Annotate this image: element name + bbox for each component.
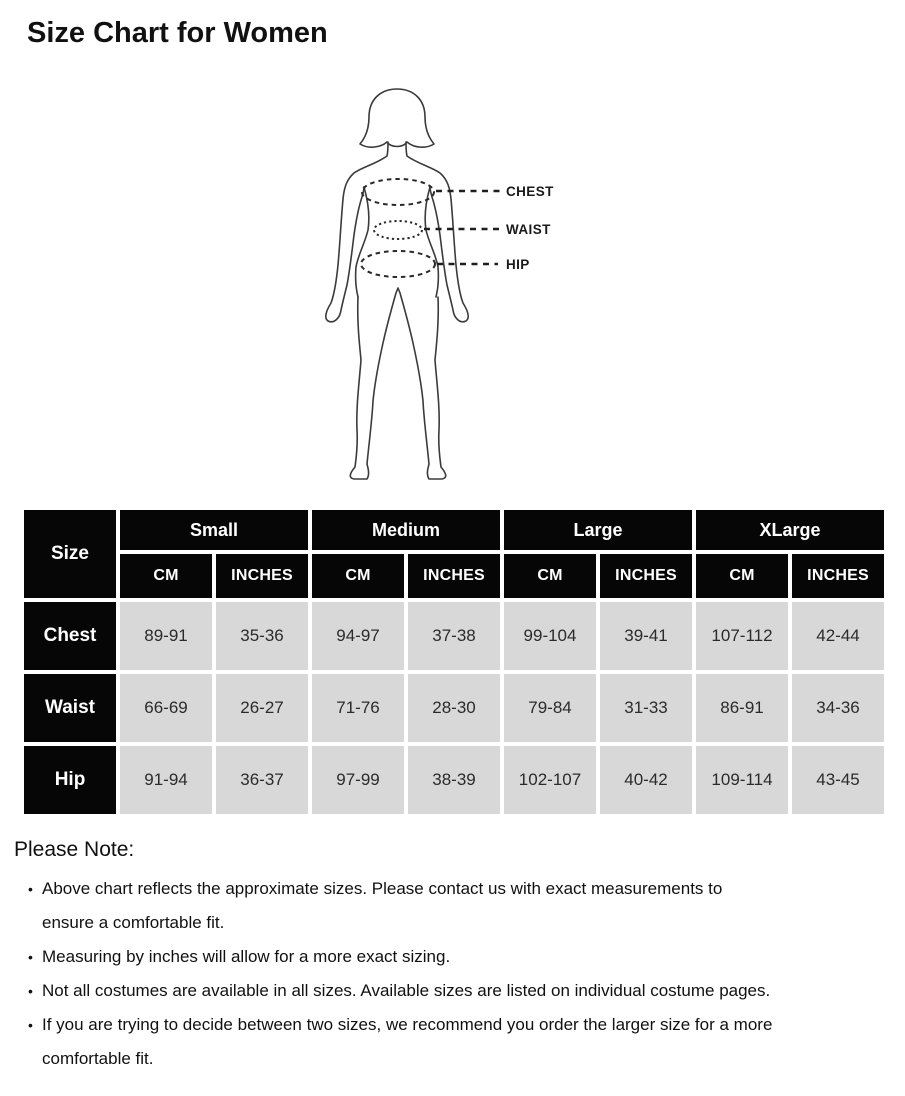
chest-measure-ellipse (362, 179, 434, 205)
size-group-medium: Medium (312, 510, 500, 550)
unit-header-cm: CM (120, 554, 212, 598)
hip-xlarge-inches: 43-45 (792, 746, 884, 814)
chest-small-cm: 89-91 (120, 602, 212, 670)
size-group-large: Large (504, 510, 692, 550)
hip-measure-ellipse (361, 251, 435, 277)
row-header-chest: Chest (24, 602, 116, 670)
waist-medium-cm: 71-76 (312, 674, 404, 742)
notes-section (14, 838, 905, 1076)
chest-medium-inches: 37-38 (408, 602, 500, 670)
chest-large-inches: 39-41 (600, 602, 692, 670)
chest-medium-cm: 94-97 (312, 602, 404, 670)
chest-xlarge-inches: 42-44 (792, 602, 884, 670)
size-chart-table (20, 506, 888, 818)
waist-label: WAIST (506, 222, 551, 237)
waist-large-inches: 31-33 (600, 674, 692, 742)
unit-header-row (24, 554, 884, 598)
note-item-availability (14, 974, 905, 1008)
unit-header-inches: INCHES (792, 554, 884, 598)
size-group-xlarge: XLarge (696, 510, 884, 550)
hip-small-cm: 91-94 (120, 746, 212, 814)
page-title: Size Chart for Women (27, 17, 328, 49)
hip-label: HIP (506, 257, 530, 272)
hip-large-inches: 40-42 (600, 746, 692, 814)
body-measurement-diagram (0, 50, 905, 486)
note-item-between-sizes (14, 1008, 905, 1076)
chest-large-cm: 99-104 (504, 602, 596, 670)
chest-xlarge-cm: 107-112 (696, 602, 788, 670)
note-item-measuring-inches (14, 940, 905, 974)
unit-header-cm: CM (504, 554, 596, 598)
unit-header-inches: INCHES (600, 554, 692, 598)
figure-torso-left-outline (356, 187, 369, 297)
note-line: Not all costumes are available in all sizes. Available sizes are listed on individual costume pages. (42, 981, 771, 1000)
note-text (42, 872, 722, 940)
hip-xlarge-cm: 109-114 (696, 746, 788, 814)
row-header-waist: Waist (24, 674, 116, 742)
table-row-hip (24, 746, 884, 814)
size-group-header-row (24, 510, 884, 550)
waist-xlarge-inches: 34-36 (792, 674, 884, 742)
chest-small-inches: 35-36 (216, 602, 308, 670)
figure-torso-right-outline (425, 187, 438, 297)
waist-large-cm: 79-84 (504, 674, 596, 742)
waist-small-inches: 26-27 (216, 674, 308, 742)
row-header-hip: Hip (24, 746, 116, 814)
female-figure-illustration (300, 85, 650, 485)
waist-measure-ellipse (374, 221, 422, 239)
table-row-chest (24, 602, 884, 670)
unit-header-inches: INCHES (408, 554, 500, 598)
note-text (42, 974, 770, 1008)
size-group-small: Small (120, 510, 308, 550)
hip-medium-cm: 97-99 (312, 746, 404, 814)
unit-header-cm: CM (312, 554, 404, 598)
waist-small-cm: 66-69 (120, 674, 212, 742)
figure-head-outline (360, 89, 434, 147)
hip-medium-inches: 38-39 (408, 746, 500, 814)
note-text (42, 940, 450, 974)
unit-header-cm: CM (696, 554, 788, 598)
size-corner-header: Size (24, 510, 116, 598)
note-line: Measuring by inches will allow for a more exact sizing. (42, 947, 451, 966)
note-line: If you are trying to decide between two sizes, we recommend you order the larger size for a more (42, 1015, 773, 1034)
figure-legs-outline (350, 288, 445, 479)
bullet-icon: • (28, 983, 33, 999)
bullet-icon: • (28, 881, 33, 897)
unit-header-inches: INCHES (216, 554, 308, 598)
hip-large-cm: 102-107 (504, 746, 596, 814)
note-line: comfortable fit. (42, 1049, 154, 1068)
hip-small-inches: 36-37 (216, 746, 308, 814)
waist-xlarge-cm: 86-91 (696, 674, 788, 742)
notes-heading: Please Note: (14, 838, 135, 861)
note-line: Above chart reflects the approximate sizes. Please contact us with exact measurements to (42, 879, 723, 898)
chest-label: CHEST (506, 184, 554, 199)
note-item-approximate-sizes (14, 872, 905, 940)
note-text (42, 1008, 772, 1076)
bullet-icon: • (28, 1017, 33, 1033)
bullet-icon: • (28, 949, 33, 965)
table-row-waist (24, 674, 884, 742)
waist-medium-inches: 28-30 (408, 674, 500, 742)
note-line: ensure a comfortable fit. (42, 913, 225, 932)
